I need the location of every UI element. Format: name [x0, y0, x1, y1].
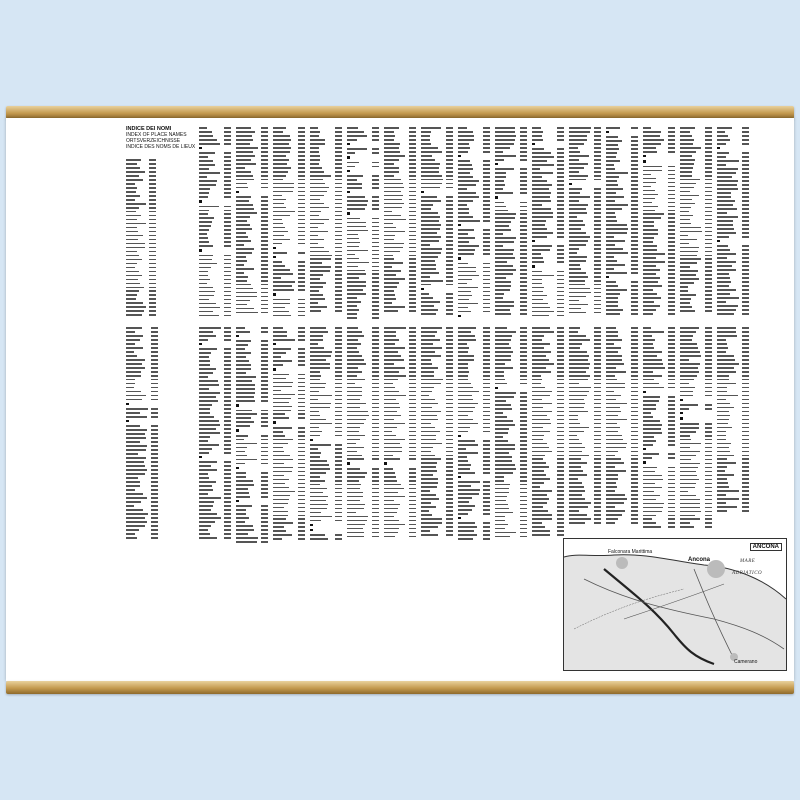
index-entry: [126, 536, 158, 540]
index-entry: [606, 130, 638, 135]
index-entry: [717, 312, 749, 316]
index-entry: [236, 311, 268, 315]
index-entry: [236, 428, 268, 433]
index-column: [126, 158, 156, 317]
index-entry: [310, 528, 342, 533]
index-column: [310, 126, 342, 313]
index-entry: [569, 521, 601, 525]
index-entry: [347, 316, 379, 320]
index-entry: [126, 402, 158, 407]
map-town-label: Falconara Marittima: [608, 549, 653, 555]
index-column: [569, 326, 601, 525]
index-entry: [643, 159, 675, 164]
index-entry: [199, 342, 231, 347]
index-column: [199, 126, 231, 317]
index-column: [273, 326, 305, 541]
index-entry: [717, 509, 749, 513]
index-column: [347, 326, 379, 539]
index-column: [384, 126, 416, 313]
index-subtitle: INDEX OF PLACE NAMES: [126, 132, 187, 138]
map-town-label: Camerano: [734, 659, 758, 665]
index-column: [606, 126, 638, 316]
index-entry: [199, 455, 231, 460]
index-entry: [495, 195, 527, 200]
index-column: [199, 326, 231, 540]
index-entry: [384, 461, 416, 466]
index-entry: [643, 154, 675, 159]
index-column: [495, 326, 527, 539]
index-entry: [273, 420, 305, 425]
index-entry: [347, 461, 379, 466]
index-column: [126, 326, 158, 540]
index-column: [680, 126, 712, 313]
index-entry: [643, 525, 675, 529]
index-entry: [458, 434, 490, 439]
road-secondary: [694, 569, 734, 659]
index-entry: [236, 334, 268, 339]
index-column: [680, 326, 712, 529]
index-entry: [236, 540, 268, 544]
index-column: [606, 326, 638, 525]
index-entry: [458, 516, 490, 521]
index-entry: [458, 475, 490, 480]
index-entry: [273, 246, 305, 251]
index-entry: [384, 309, 416, 313]
index-entry: [458, 256, 490, 261]
bottom-hanger-rod: [6, 681, 794, 694]
index-entry: [236, 190, 268, 195]
index-entry: [606, 521, 638, 525]
index-entry: [199, 199, 231, 204]
index-entry: [495, 386, 527, 391]
index-column: [273, 126, 305, 317]
index-entry: [717, 146, 749, 151]
index-column: [569, 126, 601, 315]
map-town-label: Ancona: [688, 557, 711, 563]
index-entry: [532, 142, 564, 147]
index-entry: [384, 535, 416, 539]
index-entry: [236, 403, 268, 408]
index-column: [421, 326, 453, 537]
index-entry: [495, 312, 527, 316]
index-entry: [273, 367, 305, 372]
index-entry: [680, 525, 712, 529]
index-entry: [199, 146, 231, 151]
index-entry: [532, 264, 564, 269]
index-entry: [347, 535, 379, 539]
index-entry: [273, 342, 305, 347]
index-entry: [495, 162, 527, 167]
index-entry: [126, 313, 156, 317]
index-entry: [273, 314, 305, 318]
index-entry: [347, 155, 379, 160]
index-entry: [273, 255, 305, 260]
index-entry: [347, 190, 379, 195]
index-entry: [236, 466, 268, 471]
index-column: [458, 326, 490, 541]
index-entry: [199, 248, 231, 253]
index-entry: [680, 309, 712, 313]
index-entry: [273, 537, 305, 541]
road-highway: [604, 569, 714, 664]
index-column: [421, 126, 453, 316]
index-entry: [347, 142, 379, 147]
index-entry: [606, 312, 638, 316]
index-entry: [569, 311, 601, 315]
index-column: [236, 326, 268, 544]
index-column: [310, 326, 342, 541]
index-column: [532, 126, 564, 317]
index-entry: [310, 309, 342, 313]
index-entry: [421, 190, 453, 195]
road-secondary: [584, 579, 784, 649]
index-entry: [643, 390, 675, 395]
index-entry: [458, 154, 490, 159]
index-poster: [6, 118, 794, 681]
index-entry: [421, 533, 453, 537]
index-entry: [347, 211, 379, 216]
index-entry: [199, 536, 231, 540]
index-entry: [310, 537, 342, 541]
sea-label: ADRIATICO: [732, 571, 763, 576]
index-entry: [310, 523, 342, 528]
index-entry: [495, 535, 527, 539]
index-title: INDICE DEI NOMI: [126, 126, 172, 132]
index-entry: [126, 419, 158, 424]
index-entry: [643, 447, 675, 452]
index-entry: [532, 533, 564, 537]
index-entry: [199, 314, 231, 318]
index-entry: [643, 460, 675, 465]
index-column: [717, 326, 749, 513]
index-entry: [680, 411, 712, 416]
index-entry: [421, 287, 453, 292]
index-entry: [273, 292, 305, 297]
index-column: [495, 126, 527, 316]
index-entry: [421, 312, 453, 316]
index-column: [532, 326, 564, 537]
index-column: [347, 126, 379, 320]
index-entry: [532, 314, 564, 318]
index-entry: [606, 275, 638, 280]
index-title-block: [126, 126, 196, 150]
road-secondary: [624, 584, 724, 619]
index-entry: [569, 182, 601, 187]
map-title: ANCONA: [750, 543, 782, 551]
index-entry: [532, 239, 564, 244]
index-entry: [717, 239, 749, 244]
ancona-map: [563, 538, 787, 671]
index-entry: [680, 398, 712, 403]
index-entry: [680, 416, 712, 421]
index-column: [384, 326, 416, 539]
sea-label: MARE: [740, 559, 756, 564]
index-subtitle: ORTSVERZEICHNISSE: [126, 138, 181, 144]
index-entry: [643, 312, 675, 316]
index-entry: [310, 438, 342, 443]
index-column: [236, 126, 268, 315]
index-entry: [236, 499, 268, 504]
index-column: [717, 126, 749, 316]
urban-area: [616, 557, 628, 569]
index-entry: [458, 537, 490, 541]
index-entry: [458, 314, 490, 319]
index-column: [643, 326, 675, 529]
index-column: [643, 126, 675, 316]
index-column: [458, 126, 490, 319]
index-entry: [347, 169, 379, 174]
index-subtitle: INDICE DES NOMS DE LIEUX: [126, 144, 196, 150]
index-entry: [458, 223, 490, 228]
